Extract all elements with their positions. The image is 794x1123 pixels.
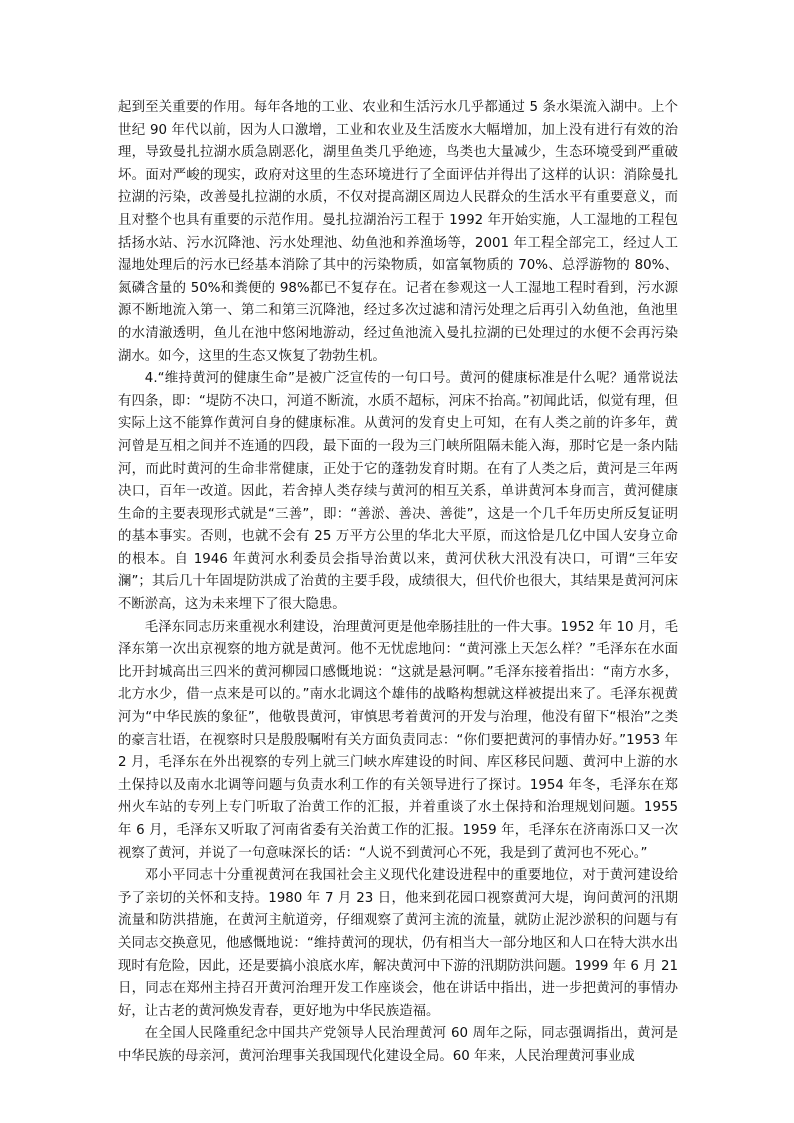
paragraph-yellow-river-health: 4.“维持黄河的健康生命”是被广泛宣传的一句口号。黄河的健康标准是什么呢？通常说法有四条，即：“堤防不决口，河道不断流，水质不超标，河床不抬高。”初闻此话，似觉有理，但实际上这不能算作黄河自身的健康标准。从黄河的发育史上可知，在有人类之前的许多年，黄河曾是互相之间并不连通的四段，最下面的一段为三门峡所阻隔未能入海，那时它是一条内陆河，而此时黄河的生命非常健康，正处于它的蓬勃发育时期。在有了人类之后，黄河是三年两决口，百年一改道。因此，若舍掉人类存续与黄河的相互关系，单讲黄河本身而言，黄河健康生命的主要表现形式就是“三善”，即：“善淤、善决、善徙”，这是一个几千年历史所反复证明的基本事实。否则，也就不会有 25 万平方公里的华北大平原，而这恰是几亿中国人安身立命的根本。自 1946 年黄河水利委员会指导治黄以来，黄河伏秋大汛没有决口，可谓“三年安澜”；其后几十年固堤防洪成了治黄的主要手段，成绩很大，但代价也很大，其结果是黄河河床不断淤高，这为未来埋下了很大隐患。 xyxy=(118,371,678,613)
paragraph-manzala-lake: 起到至关重要的作用。每年各地的工业、农业和生活污水几乎都通过 5 条水渠流入湖中。上个世纪 90 年代以前，因为人口激增，工业和农业及生活废水大幅增加，加上没有进行有效的治理，导致曼扎拉湖水质急剧恶化，湖里鱼类几乎绝迹，鸟类也大量减少，生态环境受到严重破坏。面对严峻的现实，政府对这里的生态环境进行了全面评估并得出了这样的认识：消除曼扎拉湖的污染，改善曼扎拉湖的水质，不仅对提高湖区周边人民群众的生活水平有重要意义，而且对整个也具有重要的示范作用。曼扎拉湖治污工程于 1992 年开始实施，人工湿地的工程包括扬水站、污水沉降池、污水处理池、幼鱼池和养渔场等，2001 年工程全部完工，经过人工湿地处理后的污水已经基本消除了其中的污染物质，如富氧物质的 70%、总浮游物的 80%、氮磷含量的 50%和粪便的 98%都已不复存在。记者在参观这一人工湿地工程时看到，污水源源不断地流入第一、第二和第三沉降池，经过多次过滤和清污处理之后再引入幼鱼池，鱼池里的水清澈透明，鱼儿在池中悠闲地游动，经过鱼池流入曼扎拉湖的已处理过的水便不会再污染湖水。如今，这里的生态又恢复了勃勃生机。 xyxy=(118,100,678,364)
paragraph-60th-anniversary: 在全国人民隆重纪念中国共产党领导人民治理黄河 60 周年之际，同志强调指出，黄河是中华民族的母亲河，黄河治理事关我国现代化建设全局。60 年来，人民治理黄河事业成 xyxy=(118,1026,678,1064)
paragraph-deng-xiaoping: 邓小平同志十分重视黄河在我国社会主义现代化建设进程中的重要地位，对于黄河建设给予了亲切的关怀和支持。1980 年 7 月 23 日，他来到花园口视察黄河大堤，询问黄河的汛期流量和防洪措施，在黄河主航道旁，仔细观察了黄河主流的流量，就防止泥沙淤积的问题与有关同志交换意见，他感慨地说：“维持黄河的现状，仍有相当大一部分地区和人口在特大洪水出现时有危险，因此，还是要搞小浪底水库，解决黄河中下游的汛期防洪问题。1999 年 6 月 21 日，同志在郑州主持召开黄河治理开发工作座谈会，他在讲话中指出，进一步把黄河的事情办好，让古老的黄河焕发青春，更好地为中华民族造福。 xyxy=(118,868,678,1019)
paragraph-mao-zedong: 毛泽东同志历来重视水利建设，治理黄河更是他牵肠挂肚的一件大事。1952 年 10 月，毛泽东第一次出京视察的地方就是黄河。他不无忧虑地问：“黄河涨上天怎么样？”毛泽东在水面比开封城高出三四米的黄河柳园口感慨地说：“这就是悬河啊。”毛泽东接着指出：“南方水多，北方水少，借一点来是可以的。”南水北调这个雄伟的战略构想就这样被提出来了。毛泽东视黄河为“中华民族的象征”，他敬畏黄河，审慎思考着黄河的开发与治理，他没有留下“根治”之类的豪言壮语，在视察时只是殷殷嘱咐有关方面负责同志：“你们要把黄河的事情办好。”1953 年 2 月，毛泽东在外出视察的专列上就三门峡水库建设的时间、库区移民问题、黄河中上游的水土保持以及南水北调等问题与负责水利工作的有关领导进行了探讨。1954 年冬，毛泽东在郑州火车站的专列上专门听取了治黄工作的汇报，并着重谈了水土保持和治理规划问题。1955 年 6 月，毛泽东又听取了河南省委有关治黄工作的汇报。1959 年，毛泽东在济南泺口又一次视察了黄河，并说了一句意味深长的话：“人说不到黄河心不死，我是到了黄河也不死心。” xyxy=(118,619,678,861)
document-body xyxy=(118,97,678,1069)
